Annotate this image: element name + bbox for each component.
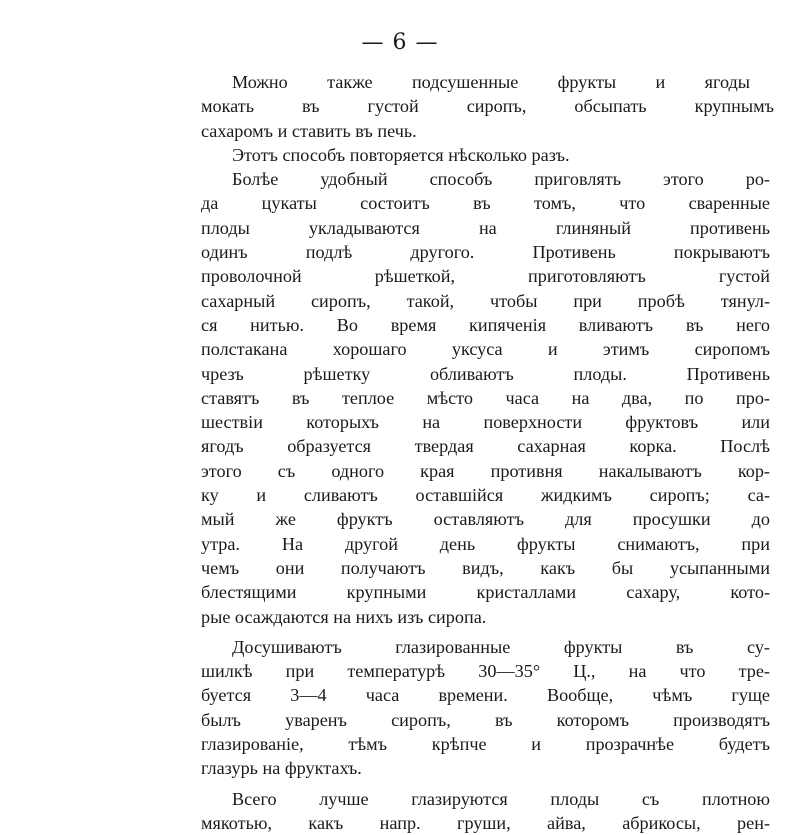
paragraph xyxy=(228,143,770,167)
text-line: буется 3—4 часа времени. Вообще, чѣмъ гуще xyxy=(201,685,770,706)
text-line: былъ уваренъ сиропъ, въ которомъ производятъ xyxy=(201,709,770,730)
text-line: глазированіе, тѣмъ крѣпче и прозрачнѣе будетъ xyxy=(201,734,770,755)
text-line: Этотъ способъ повторяется нѣсколько разъ. xyxy=(232,144,570,165)
text-line: ся нитью. Во время кипяченія вливаютъ въ него xyxy=(201,314,770,335)
text-line: глазурь на фруктахъ. xyxy=(201,758,362,779)
paragraph xyxy=(201,635,770,781)
text-line: плоды укладываются на глиняный противень xyxy=(201,217,770,238)
text-line: шествіи которыхъ на поверхности фруктовъ или xyxy=(201,412,770,433)
text-line: мый же фруктъ оставляютъ для просушки до xyxy=(201,509,770,530)
page-text xyxy=(201,70,774,835)
text-line: утра. На другой день фрукты снимаютъ, при xyxy=(201,533,770,554)
text-line: сахаромъ и ставить въ печь. xyxy=(201,120,417,141)
text-line: Можно также подсушенные фрукты и ягоды xyxy=(232,72,750,92)
text-line: сахарный сиропъ, такой, чтобы при пробѣ тянул- xyxy=(201,290,770,311)
paragraph xyxy=(201,167,770,629)
paragraph xyxy=(201,70,774,143)
text-line: да цукаты состоитъ въ томъ, что сваренные xyxy=(201,193,770,214)
text-line: мякотью, какъ напр. груши, айва, абрикосы, рен- xyxy=(201,812,770,833)
text-line: полстакана хорошаго уксуса и этимъ сиропомъ xyxy=(201,339,770,360)
paragraph xyxy=(201,787,770,835)
page-number: — 6 — xyxy=(361,30,439,55)
text-line: ку и сливаютъ оставшійся жидкимъ сиропъ; са- xyxy=(201,485,770,506)
text-line: чрезъ рѣшетку обливаютъ плоды. Противень xyxy=(201,363,770,384)
text-line: блестящими крупными кристаллами сахару, кото- xyxy=(201,582,770,603)
text-line: шилкѣ при температурѣ 30—35° Ц., на что тре- xyxy=(201,661,770,682)
text-line: чемъ они получаютъ видъ, какъ бы усыпанными xyxy=(201,557,770,578)
text-line: этого съ одного края противня накалываютъ кор- xyxy=(201,460,770,481)
text-line: проволочной рѣшеткой, приготовляютъ густой xyxy=(201,266,770,287)
text-line: одинъ подлѣ другого. Противень покрываютъ xyxy=(201,242,770,263)
text-line: мокать въ густой сиропъ, обсыпать крупнымъ xyxy=(201,96,774,117)
text-line: Болѣе удобный способъ приговлять этого ро- xyxy=(232,169,770,190)
text-line: ставятъ въ теплое мѣсто часа на два, по про- xyxy=(201,387,770,408)
text-line: Всего лучше глазируются плоды съ плотною xyxy=(232,788,770,809)
text-line: рые осаждаются на нихъ изъ сиропа. xyxy=(201,606,487,627)
text-line: ягодъ образуется твердая сахарная корка. Послѣ xyxy=(201,436,770,457)
text-line: Досушиваютъ глазированные фрукты въ су- xyxy=(232,636,770,657)
